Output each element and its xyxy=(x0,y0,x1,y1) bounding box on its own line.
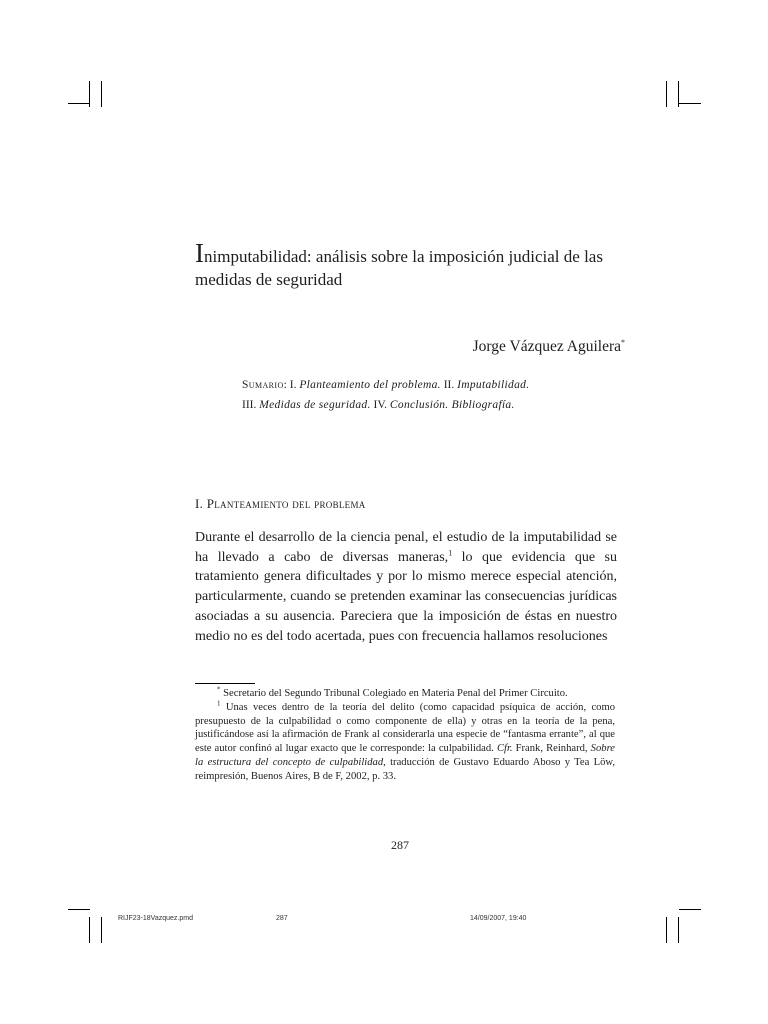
footnote-citation-end: , traducción de Gustavo Eduardo Aboso y Tea Löw, reimpresión, Buenos Aires, B de F, 2002, p. 33. xyxy=(195,756,615,782)
summary-num-3: III. xyxy=(242,399,257,411)
slug-filename: RIJF23-18Vazquez.pmd xyxy=(118,915,193,922)
footnote-citation: Frank, Reinhard, xyxy=(515,743,588,755)
summary-item-3: Medidas de seguridad. xyxy=(259,399,371,411)
slug-date: 14/09/2007, 19:40 xyxy=(470,915,527,922)
footnote-1 xyxy=(195,701,615,784)
crop-mark xyxy=(679,909,701,910)
crop-mark xyxy=(678,917,679,943)
section-heading: I. Planteamiento del problema xyxy=(195,496,366,511)
summary-label: Sumario xyxy=(242,379,284,391)
footnote-ref-1: 1 xyxy=(448,548,453,558)
author-text: Jorge Vázquez Aguilera xyxy=(472,338,621,356)
crop-mark xyxy=(89,917,90,943)
crop-mark xyxy=(666,917,667,943)
title-initial: I xyxy=(195,238,204,268)
summary-item-1: Planteamiento del problema. xyxy=(299,379,441,391)
footnote-text: Unas veces dentro de la teoría del delito (como capacidad psíquica de acción, como presupuesto de la culpabilidad o como componente de ella) y otras en la teoría de la pena, justificándose así la afirmación de Frank al considerarla una especie de “fantasma errante”, al que este autor confinó al lugar exacto que le corresponde: la culpabilidad. xyxy=(195,701,615,755)
slug-page: 287 xyxy=(276,915,288,922)
crop-mark xyxy=(101,917,102,943)
summary-num-4: IV. xyxy=(373,399,388,411)
footnote-mark: * xyxy=(217,685,221,694)
summary: Sumario: I. Planteamiento del problema. II. Imputabilidad. III. Medidas de seguridad. IV. Conclusión. Bibliografía. xyxy=(242,379,530,411)
footnote-mark: 1 xyxy=(217,699,221,708)
crop-mark xyxy=(89,81,90,107)
summary-num-1: I. xyxy=(289,379,297,391)
crop-mark xyxy=(68,103,90,104)
summary-item-2: Imputabilidad. xyxy=(457,379,530,391)
crop-mark xyxy=(101,81,102,107)
summary-item-4: Conclusión. Bibliografía. xyxy=(389,399,515,411)
crop-mark xyxy=(68,909,90,910)
article-title xyxy=(195,240,615,291)
body-paragraph xyxy=(195,528,617,646)
summary-num-2: II. xyxy=(443,379,455,391)
footnote-divider xyxy=(195,683,255,684)
footnotes xyxy=(195,687,615,784)
footnote-book-title: Sobre la estructura del concepto de culpabilidad xyxy=(195,743,615,768)
body-text-part2: lo que evidencia que su tratamiento genera dificultades y por lo mismo merece especial atención, particularmente, cuando se pretenden examinar las consecuencias jurídicas asociadas a su ausencia. Pareciera que la imposición de éstas en nuestro medio no es del todo acertada, pues con frecuencia hallamos resoluciones xyxy=(195,549,617,644)
page-number: 287 xyxy=(391,838,409,852)
footnote-author xyxy=(195,687,615,701)
crop-mark xyxy=(679,103,701,104)
footnote-text: Secretario del Segundo Tribunal Colegiado en Materia Penal del Primer Circuito. xyxy=(223,688,568,699)
author-footnote-mark: * xyxy=(621,338,625,347)
crop-mark xyxy=(666,81,667,107)
footnote-cfr: Cfr. xyxy=(496,743,513,755)
body-text-part1: Durante el desarrollo de la ciencia penal, el estudio de la imputabilidad se ha llevado a cabo de diversas maneras, xyxy=(195,530,617,565)
title-text: nimputabilidad: análisis sobre la imposición judicial de las medidas de seguridad xyxy=(195,247,603,289)
author-name xyxy=(395,338,625,356)
